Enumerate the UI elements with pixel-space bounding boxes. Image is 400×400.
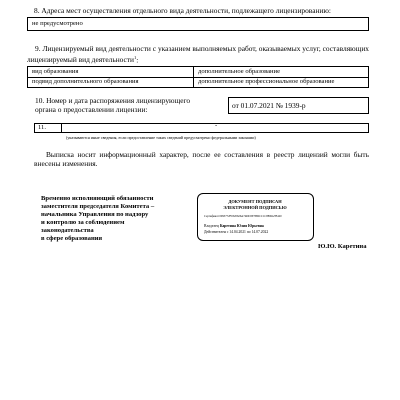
- item-9-label-text: 9. Лицензируемый вид деятельности с указанием выполняемых работ, оказываемых услуг, составляющих лицензируемый вид деятельности: [27, 44, 369, 65]
- item-9-row-2-right: дополнительное профессиональное образование: [198, 78, 335, 85]
- item-9-table: [27, 66, 369, 88]
- stamp-owner-label: Владелец: [204, 224, 219, 228]
- e-signature-stamp: [197, 193, 314, 241]
- item-9-footnote-mark: 1: [134, 55, 137, 60]
- item-10-box: [228, 97, 369, 114]
- item-11-divider: [61, 124, 62, 132]
- stamp-validity: Действителен с 14.04.2021 по 14.07.2022: [204, 230, 269, 234]
- item-11-value: -: [215, 122, 218, 129]
- item-10-value: от 01.07.2021 № 1939-р: [232, 101, 306, 110]
- item-10-label-line-2: органа о предоставлении лицензии:: [35, 105, 148, 114]
- stamp-title: [198, 199, 312, 210]
- signatory-line-1: Временно исполняющий обязанности: [41, 195, 154, 202]
- signatory-position: [41, 195, 191, 243]
- info-notice: Выписка носит информационный характер, после ее составления в реестр лицензий могли быть внесены изменения.: [34, 150, 369, 168]
- item-11-caption: (указываются иные сведения, если предоставление таких сведений предусмотрено федеральными законами): [66, 135, 256, 140]
- signatory-line-6: в сфере образования: [41, 235, 103, 242]
- signatory-name: Ю.Ю. Каретина: [318, 243, 367, 250]
- item-10-label: [35, 96, 225, 114]
- item-9-col-divider: [193, 67, 194, 87]
- item-10-label-line-1: 10. Номер и дата распоряжения лицензирующего: [35, 96, 191, 105]
- item-9-row-2-left: подвид дополнительного образования: [32, 78, 139, 85]
- signatory-line-5: законодательства: [41, 227, 94, 234]
- item-8-label: 8. Адреса мест осуществления отдельного вида деятельности, подлежащего лицензированию:: [34, 6, 331, 15]
- signatory-line-4: и контролю за соблюдением: [41, 219, 125, 226]
- signatory-line-2: заместителя председателя Комитета –: [41, 203, 155, 210]
- item-9-label: 9. Лицензируемый вид деятельности с указанием выполняемых работ, оказываемых услуг, составляющих лицензируемый вид деятельности$^1$:: [27, 44, 369, 65]
- signatory-line-3: начальника Управления по надзору: [41, 211, 149, 218]
- stamp-title-line-1: ДОКУМЕНТ ПОДПИСАН: [228, 199, 282, 204]
- item-11-box: [34, 123, 369, 133]
- stamp-certificate: Сертификат 0093772F0320626A74DD3E7BDCC1C8BDA7B420: [204, 214, 282, 218]
- item-9-row-1-left: вид образования: [32, 68, 79, 75]
- stamp-owner-name: Каретина Юлия Юрьевна: [219, 224, 264, 228]
- item-8-value: не предусмотрено: [32, 20, 83, 27]
- stamp-owner-line: [204, 224, 264, 229]
- stamp-title-line-2: ЭЛЕКТРОННОЙ ПОДПИСЬЮ: [223, 204, 287, 210]
- item-9-row-1-right: дополнительное образование: [198, 68, 280, 75]
- item-8-box: [27, 17, 369, 31]
- item-11-number: 11.: [38, 124, 46, 131]
